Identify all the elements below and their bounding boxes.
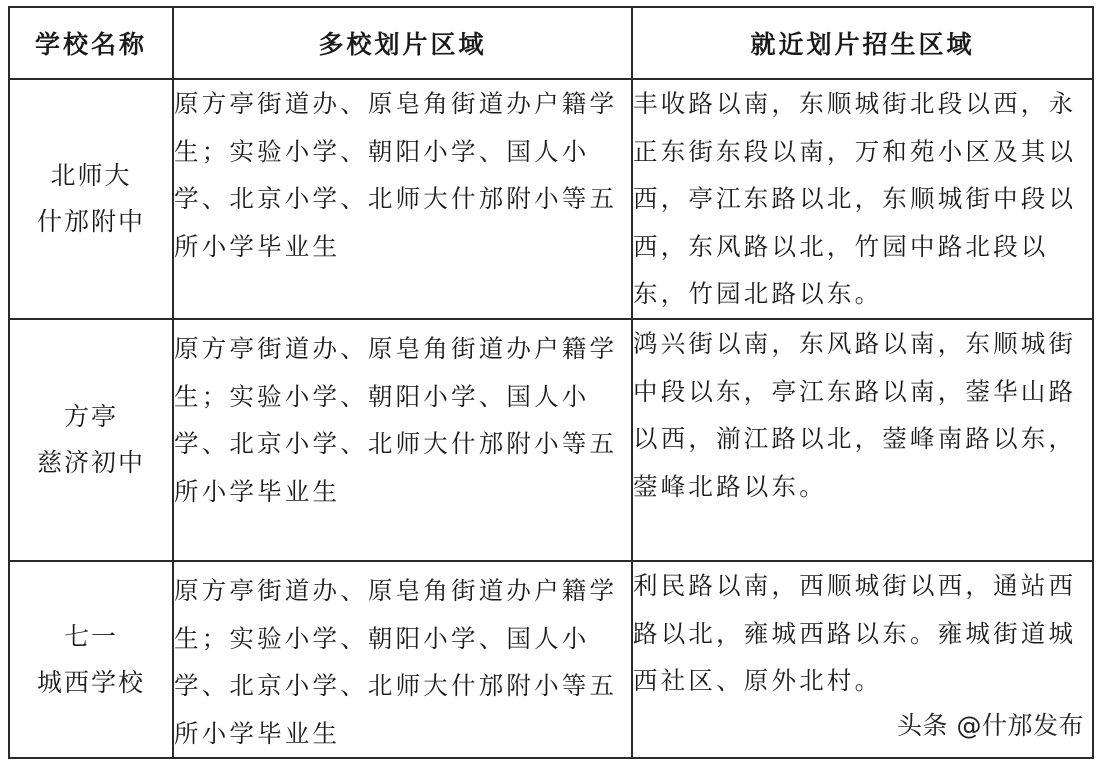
- multi-school-area-cell: 原方亭街道办、原皂角街道办户籍学生；实验小学、朝阳小学、国人小学、北京小学、北师大什邡附小等五所小学毕业生: [173, 79, 632, 319]
- multi-school-area-cell: 原方亭街道办、原皂角街道办户籍学生；实验小学、朝阳小学、国人小学、北京小学、北师大什邡附小等五所小学毕业生: [173, 319, 632, 561]
- school-name-cell: [9, 79, 173, 319]
- header-nearby-enrollment-area: 就近划片招生区域: [632, 7, 1093, 79]
- nearby-area-cell: 丰收路以南，东顺城街北段以西，永正东街东段以南，万和苑小区及其以西，亭江东路以北，东顺城街中段以西，东风路以北，竹园中路北段以东，竹园北路以东。: [632, 79, 1093, 319]
- school-name-line: 七一: [63, 621, 118, 651]
- table-row: [9, 79, 1093, 319]
- table-header-row: [9, 7, 1093, 79]
- nearby-area-cell: 利民路以南，西顺城街以西，通站西路以北，雍城西路以东。雍城街道城西社区、原外北村。: [632, 561, 1093, 758]
- school-name-line: 北师大: [50, 161, 132, 190]
- table-row: [9, 319, 1093, 561]
- enrollment-area-table: [8, 6, 1094, 759]
- multi-school-area-cell: 原方亭街道办、原皂角街道办户籍学生；实验小学、朝阳小学、国人小学、北京小学、北师大什邡附小等五所小学毕业生: [173, 561, 632, 758]
- school-name-cell: [9, 561, 173, 758]
- school-name-line: 慈济初中: [36, 448, 145, 477]
- school-name-cell: [9, 319, 173, 561]
- source-watermark: 头条 @什邡发布: [893, 706, 1088, 742]
- header-school-name: 学校名称: [9, 7, 173, 79]
- school-name-line: 城西学校: [36, 667, 145, 697]
- school-name-line: 什邡附中: [36, 207, 145, 236]
- nearby-area-cell: 鸿兴街以南，东风路以南，东顺城街中段以东，亭江东路以南，蓥华山路以西，湔江路以北，蓥峰南路以东，蓥峰北路以东。: [632, 319, 1093, 561]
- school-name-line: 方亭: [63, 402, 118, 431]
- header-multi-school-area: 多校划片区域: [173, 7, 632, 79]
